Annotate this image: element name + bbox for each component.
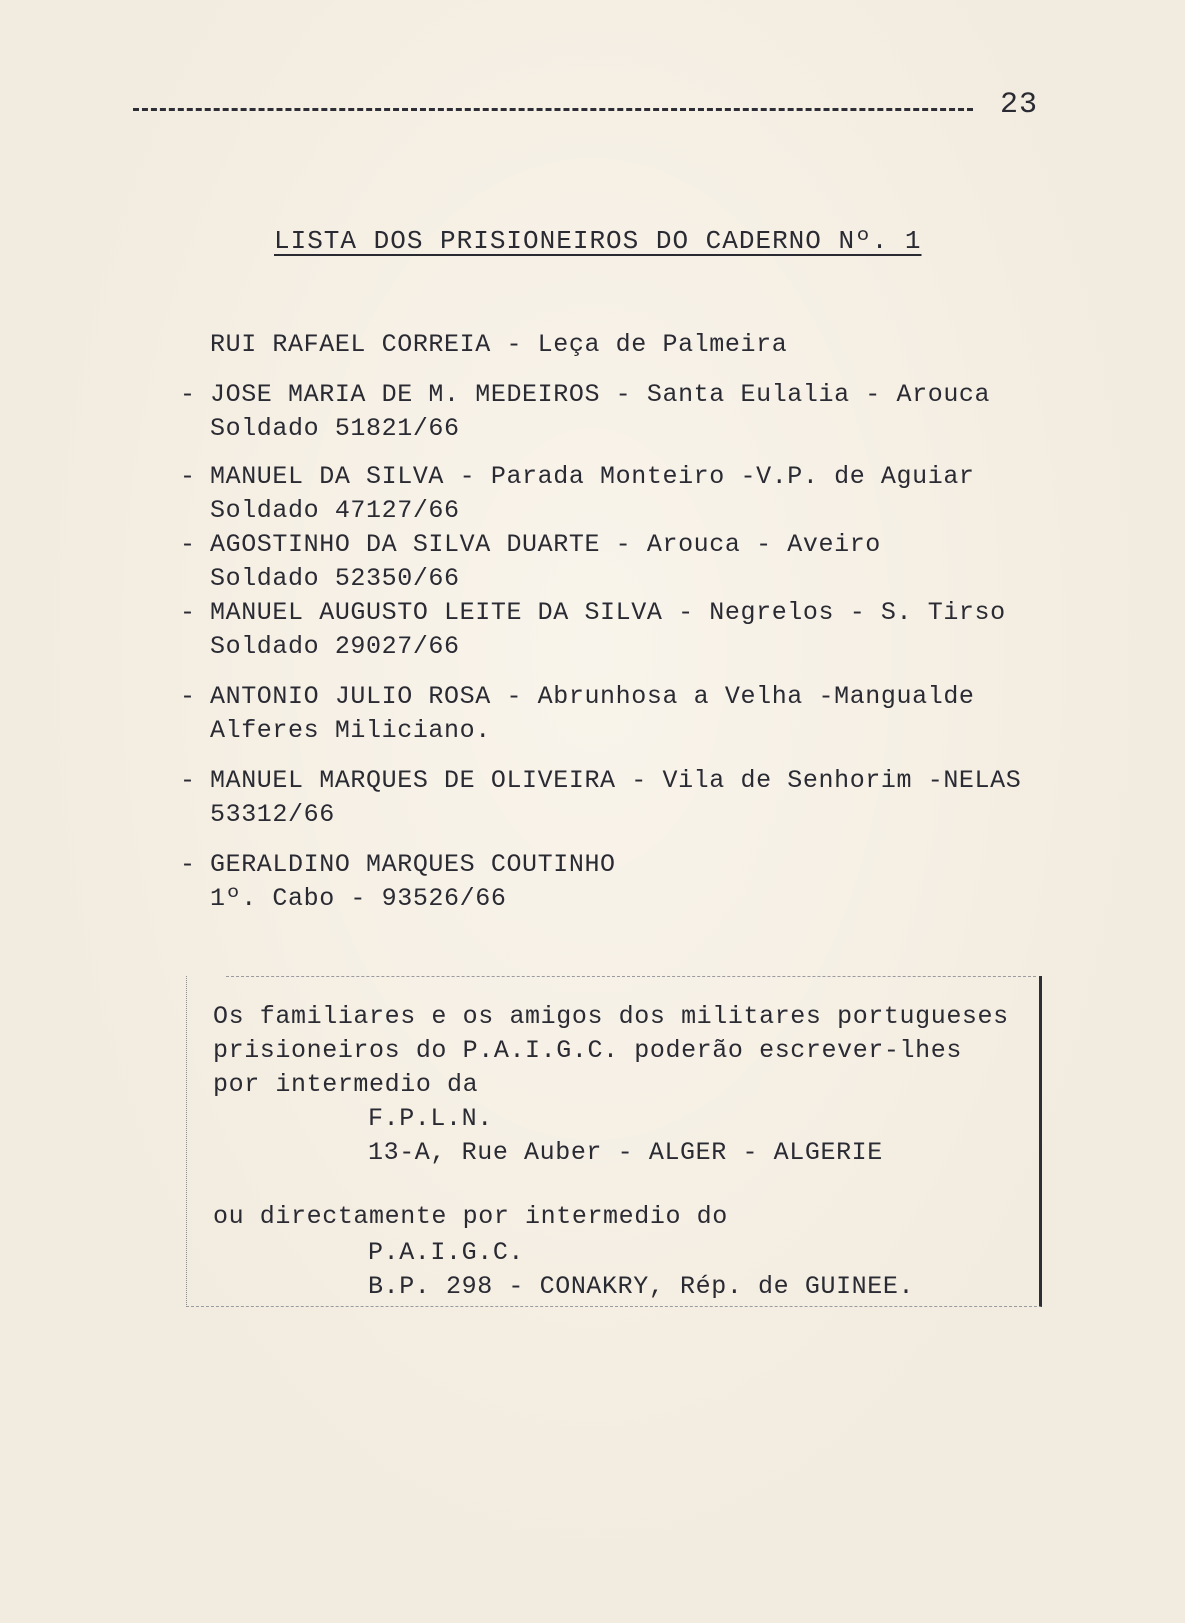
prisoner-entry-8-name: GERALDINO MARQUES COUTINHO	[210, 850, 616, 879]
prisoner-entry-5-detail: Soldado 29027/66	[210, 632, 460, 661]
entry-dash: -	[180, 850, 196, 879]
page-number: 23	[1000, 88, 1039, 122]
prisoner-entry-6-name: ANTONIO JULIO ROSA - Abrunhosa a Velha -Mangualde	[210, 682, 975, 711]
prisoner-entry-8-detail: 1º. Cabo - 93526/66	[210, 884, 507, 913]
entry-dash: -	[180, 682, 196, 711]
prisoner-entry-6-detail: Alferes Miliciano.	[210, 716, 491, 745]
prisoner-entry-3-name: MANUEL DA SILVA - Parada Monteiro -V.P. de Aguiar	[210, 462, 975, 491]
prisoner-entry-7-name: MANUEL MARQUES DE OLIVEIRA - Vila de Senhorim -NELAS	[210, 766, 1022, 795]
prisoner-entry-5-name: MANUEL AUGUSTO LEITE DA SILVA - Negrelos - S. Tirso	[210, 598, 1006, 627]
prisoner-entry-2-name: JOSE MARIA DE M. MEDEIROS - Santa Eulalia - Arouca	[210, 380, 991, 409]
header-dashed-rule	[133, 108, 973, 111]
prisoner-entry-1-name: RUI RAFAEL CORREIA - Leça de Palmeira	[210, 330, 788, 359]
prisoner-entry-2-detail: Soldado 51821/66	[210, 414, 460, 443]
notice-org2-name: P.A.I.G.C.	[368, 1238, 525, 1267]
notice-org1-address: 13-A, Rue Auber - ALGER - ALGERIE	[368, 1138, 883, 1167]
page-title: LISTA DOS PRISIONEIROS DO CADERNO Nº. 1	[274, 226, 922, 256]
notice-line-1: Os familiares e os amigos dos militares portugueses	[213, 1002, 1009, 1031]
entry-dash: -	[180, 530, 196, 559]
notice-line-2: prisioneiros do P.A.I.G.C. poderão escrever-lhes	[213, 1036, 962, 1065]
entry-dash: -	[180, 380, 196, 409]
prisoner-entry-7-detail: 53312/66	[210, 800, 335, 829]
prisoner-entry-4-name: AGOSTINHO DA SILVA DUARTE - Arouca - Aveiro	[210, 530, 881, 559]
prisoner-entry-3-detail: Soldado 47127/66	[210, 496, 460, 525]
notice-org1-name: F.P.L.N.	[368, 1104, 493, 1133]
notice-line-4: ou directamente por intermedio do	[213, 1202, 728, 1231]
entry-dash: -	[180, 598, 196, 627]
entry-dash: -	[180, 462, 196, 491]
entry-dash: -	[180, 766, 196, 795]
notice-line-3: por intermedio da	[213, 1070, 479, 1099]
prisoner-entry-4-detail: Soldado 52350/66	[210, 564, 460, 593]
notice-org2-address: B.P. 298 - CONAKRY, Rép. de GUINEE.	[368, 1272, 915, 1301]
